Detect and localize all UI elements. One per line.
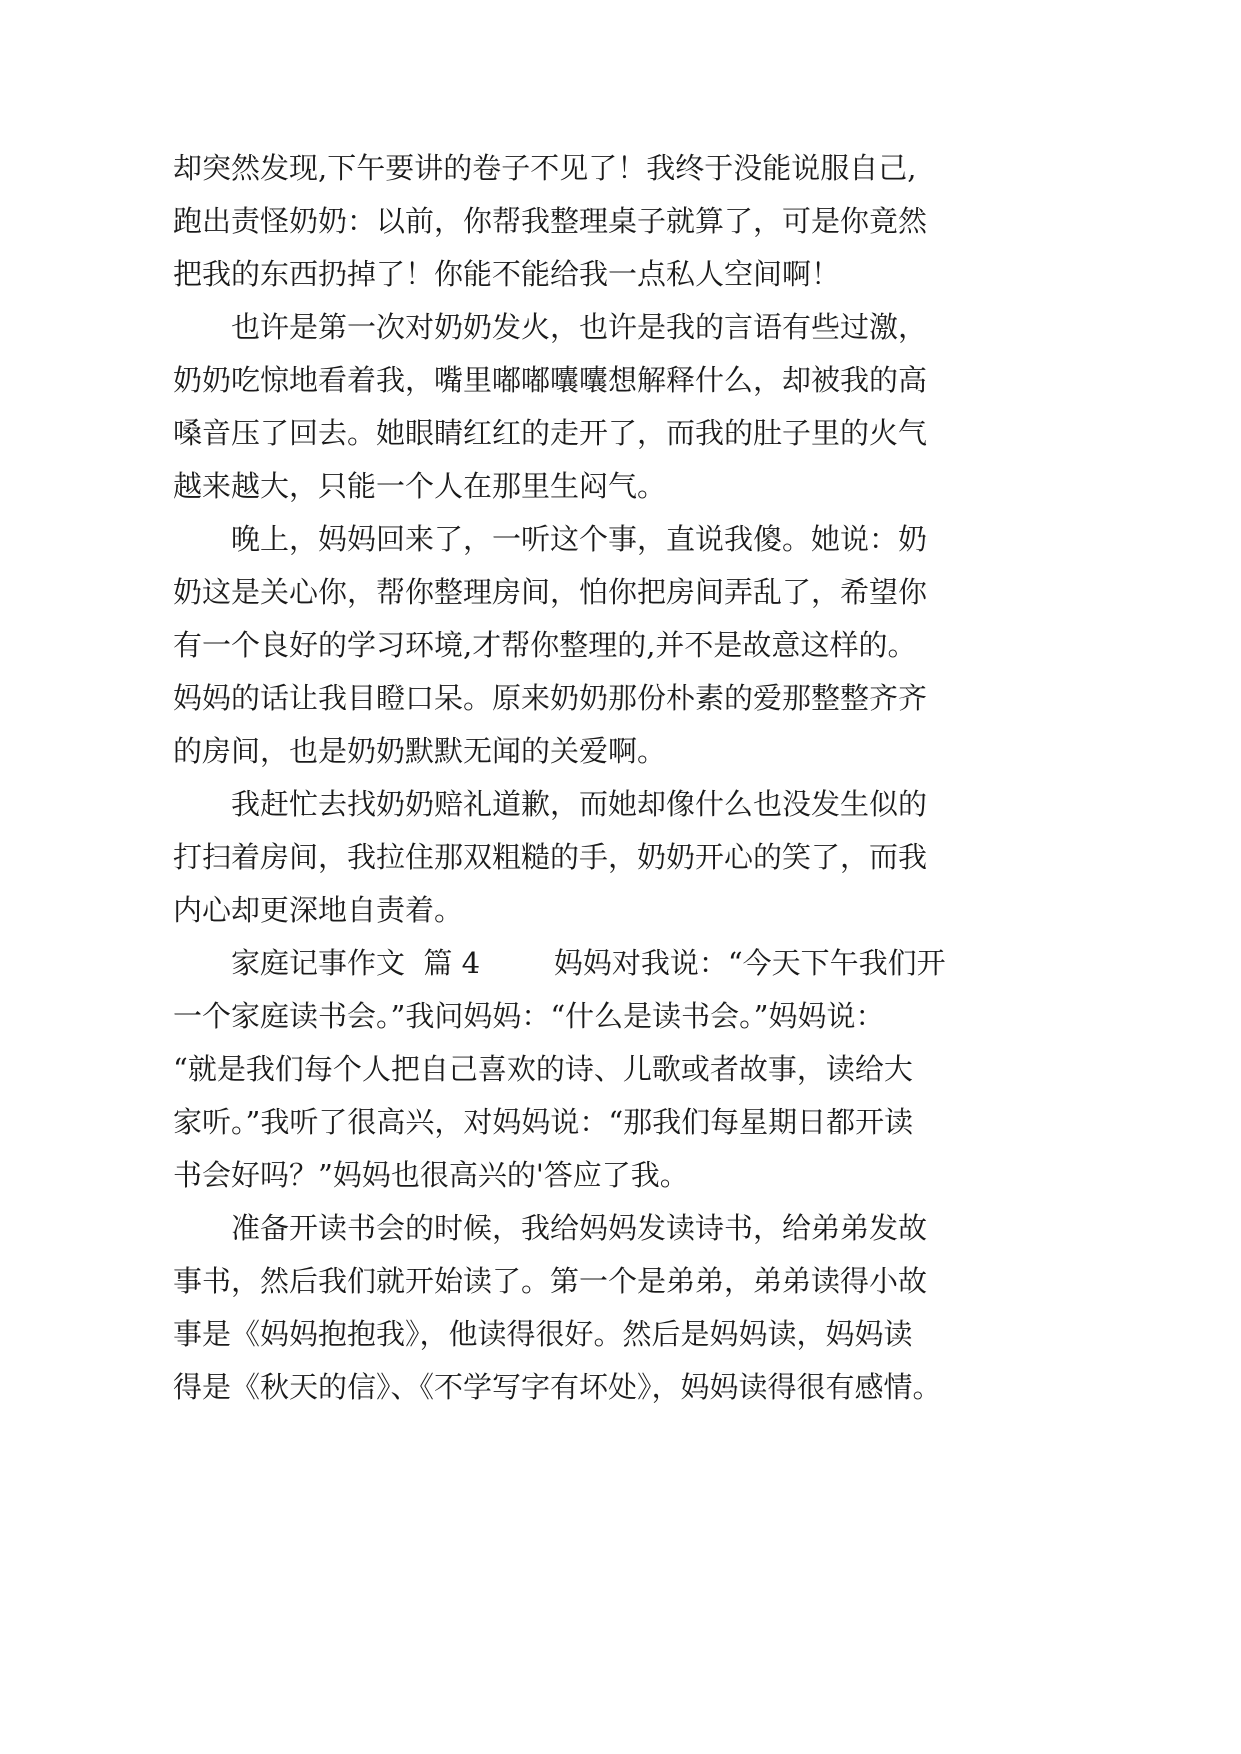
line-text: 却突然发现,下午要讲的卷子不见了！我终于没能说服自己, xyxy=(173,151,917,185)
text-line xyxy=(0,1208,1241,1248)
line-text: 事是《妈妈抱抱我》，他读得很好。然后是妈妈读，妈妈读 xyxy=(173,1317,913,1351)
line-text: 家庭记事作文 篇 4 妈妈对我说：“今天下午我们开 xyxy=(231,946,946,980)
line-text: 妈妈的话让我目瞪口呆。原来奶奶那份朴素的爱那整整齐齐 xyxy=(173,681,928,715)
line-text: 家听。”我听了很高兴，对妈妈说：“那我们每星期日都开读 xyxy=(173,1105,914,1139)
text-line xyxy=(0,201,1241,241)
text-line xyxy=(0,837,1241,877)
text-line xyxy=(0,519,1241,559)
line-text: 晚上，妈妈回来了，一听这个事，直说我傻。她说：奶 xyxy=(231,522,928,556)
text-line xyxy=(0,1102,1241,1142)
text-line xyxy=(0,784,1241,824)
line-text: 打扫着房间，我拉住那双粗糙的手，奶奶开心的笑了，而我 xyxy=(173,840,928,874)
text-line xyxy=(0,943,1241,983)
text-line xyxy=(0,360,1241,400)
text-line xyxy=(0,307,1241,347)
line-text: 奶这是关心你，帮你整理房间，怕你把房间弄乱了，希望你 xyxy=(173,575,928,609)
text-line xyxy=(0,625,1241,665)
line-text: “就是我们每个人把自己喜欢的诗、儿歌或者故事，读给大 xyxy=(173,1052,913,1086)
text-line xyxy=(0,1261,1241,1301)
text-line xyxy=(0,1367,1241,1407)
line-text: 准备开读书会的时候，我给妈妈发读诗书，给弟弟发故 xyxy=(231,1211,928,1245)
line-text: 把我的东西扔掉了！你能不能给我一点私人空间啊！ xyxy=(173,257,841,291)
text-line xyxy=(0,890,1241,930)
line-text: 越来越大，只能一个人在那里生闷气。 xyxy=(173,469,667,503)
line-text: 得是《秋天的信》、《不学写字有坏处》，妈妈读得很有感情。 xyxy=(173,1370,942,1404)
text-line xyxy=(0,678,1241,718)
line-text: 内心却更深地自责着。 xyxy=(173,893,464,927)
text-line xyxy=(0,148,1241,188)
text-line xyxy=(0,996,1241,1036)
line-text: 跑出责怪奶奶：以前，你帮我整理桌子就算了，可是你竟然 xyxy=(173,204,928,238)
line-text: 一个家庭读书会。”我问妈妈：“什么是读书会。”妈妈说： xyxy=(173,999,885,1033)
text-line xyxy=(0,1314,1241,1354)
text-line xyxy=(0,1049,1241,1089)
text-line xyxy=(0,413,1241,453)
line-text: 有一个良好的学习环境,才帮你整理的,并不是故意这样的。 xyxy=(173,628,917,662)
text-line xyxy=(0,466,1241,506)
line-text: 也许是第一次对奶奶发火，也许是我的言语有些过激， xyxy=(231,310,928,344)
text-line xyxy=(0,1155,1241,1195)
line-text: 嗓音压了回去。她眼睛红红的走开了，而我的肚子里的火气 xyxy=(173,416,928,450)
line-text: 书会好吗？”妈妈也很高兴的'答应了我。 xyxy=(173,1158,689,1192)
line-text: 的房间，也是奶奶默默无闻的关爱啊。 xyxy=(173,734,667,768)
text-line xyxy=(0,254,1241,294)
line-text: 我赶忙去找奶奶赔礼道歉，而她却像什么也没发生似的 xyxy=(231,787,928,821)
line-text: 奶奶吃惊地看着我，嘴里嘟嘟囔囔想解释什么，却被我的高 xyxy=(173,363,928,397)
line-text: 事书，然后我们就开始读了。第一个是弟弟，弟弟读得小故 xyxy=(173,1264,928,1298)
text-line xyxy=(0,731,1241,771)
text-line xyxy=(0,572,1241,612)
